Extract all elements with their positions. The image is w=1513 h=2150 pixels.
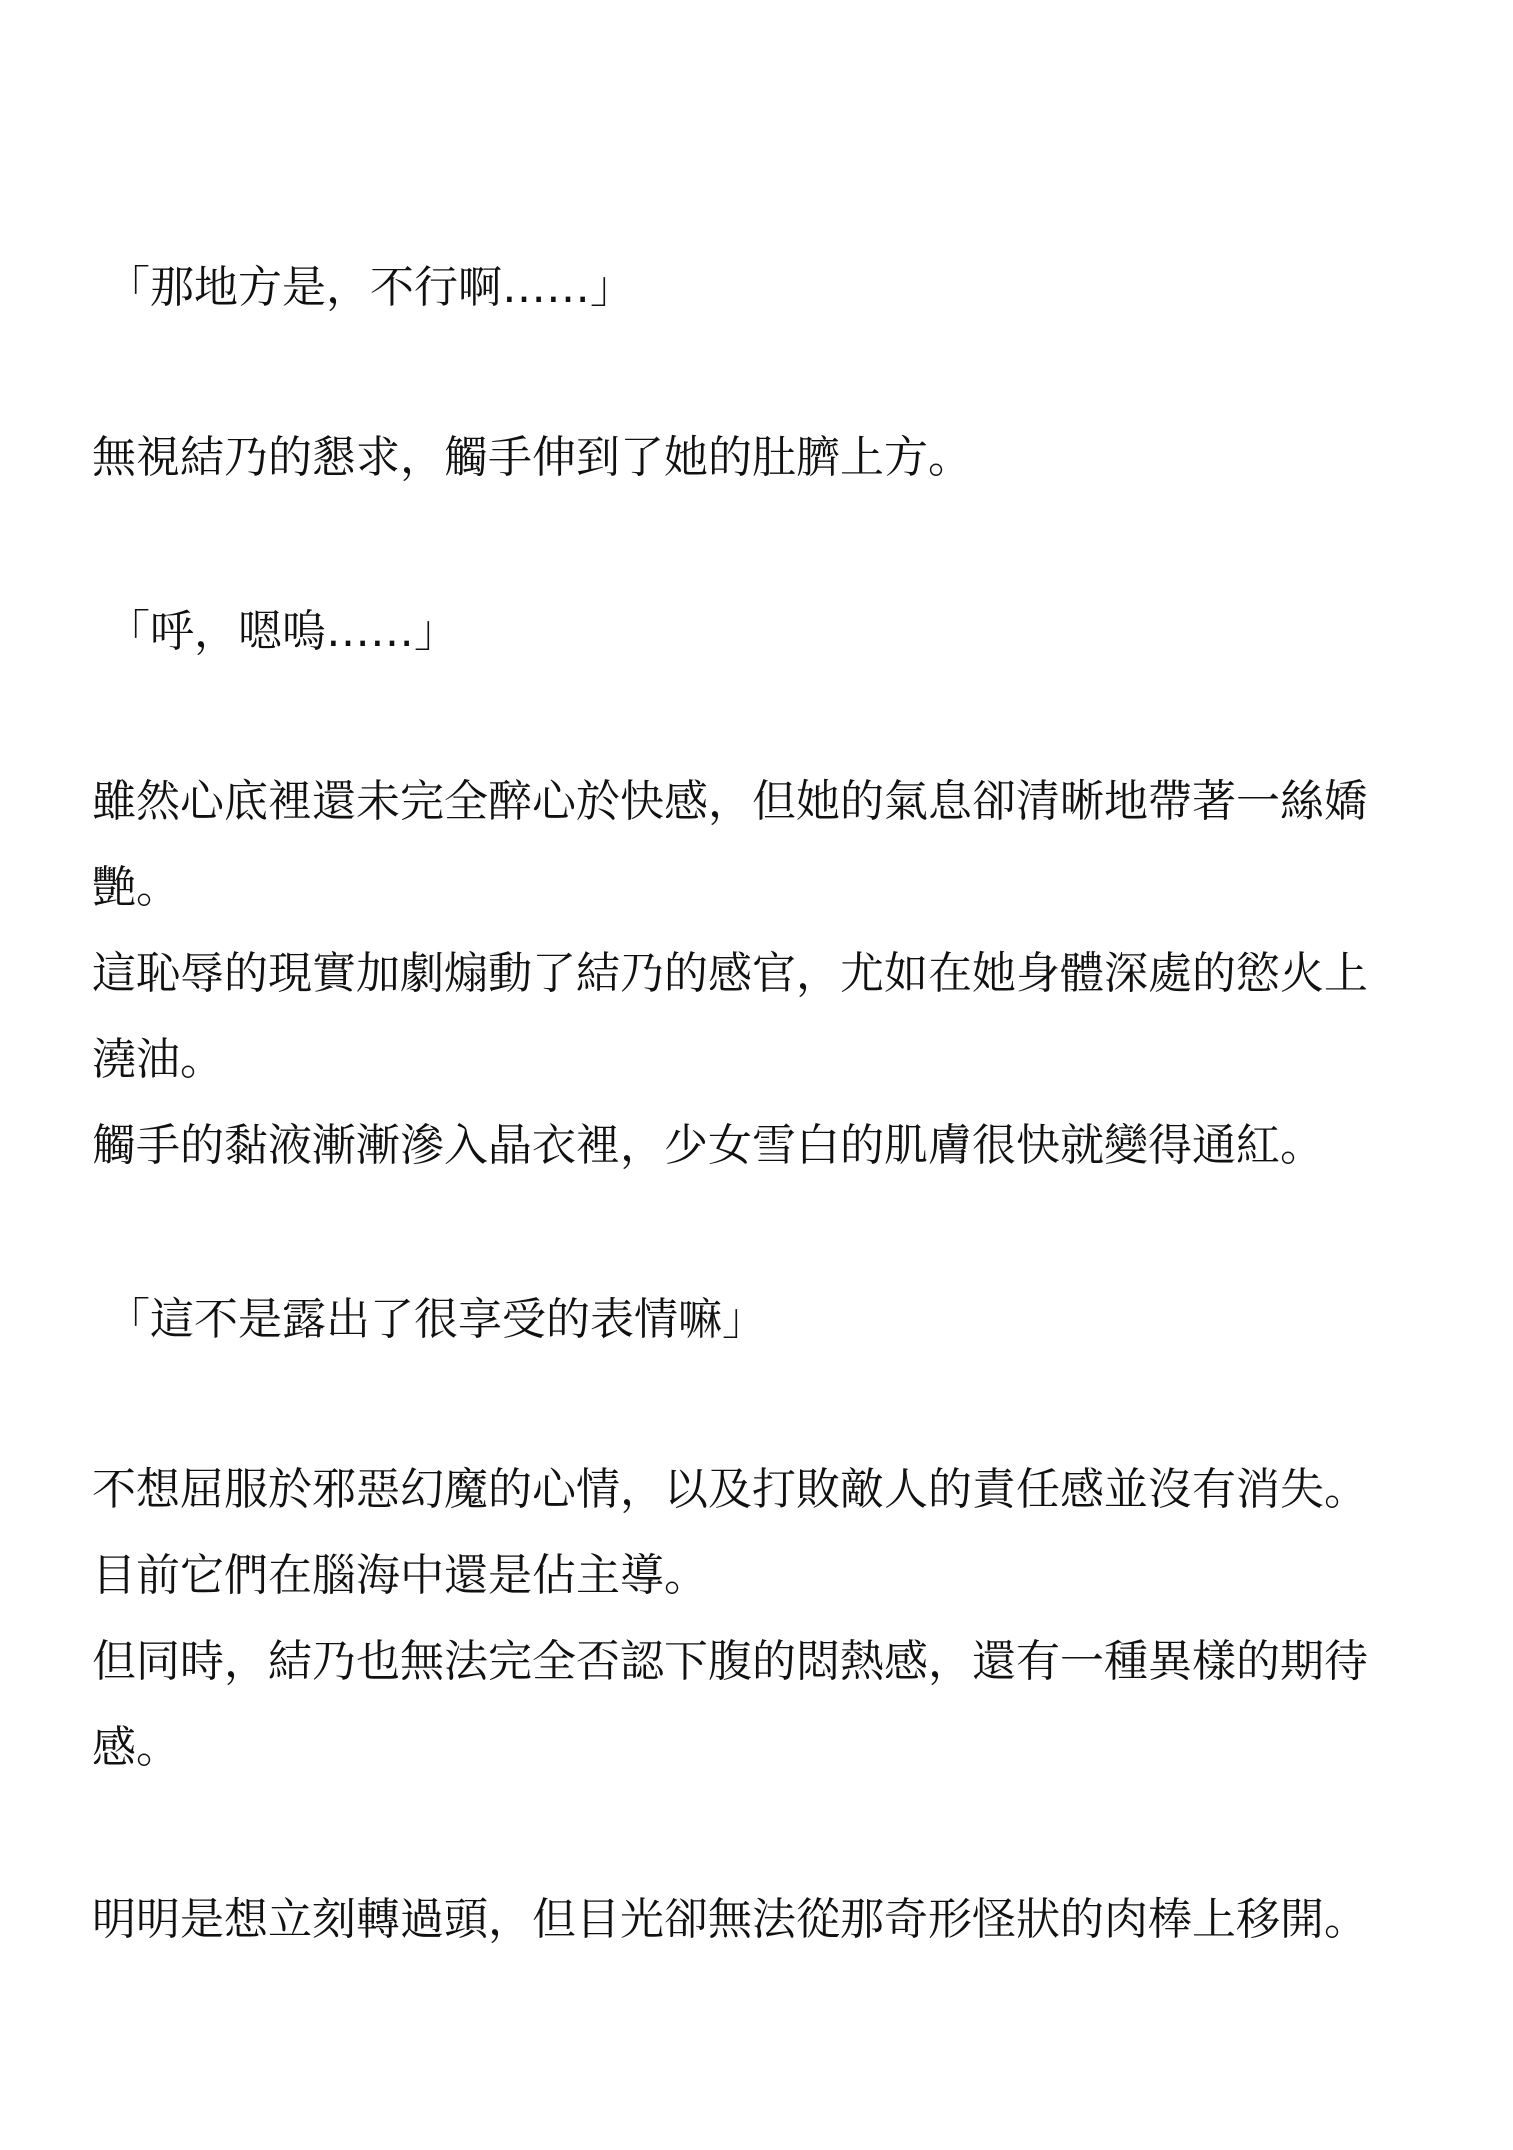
narration-line-8: 目前它們在腦海中還是佔主導。: [92, 1550, 708, 1601]
narration-line-4: 這恥辱的現實加劇煽動了結乃的感官，尤如在她身體深處的慾火上: [92, 948, 1368, 999]
narration-line-10: 感。: [92, 1722, 180, 1773]
narration-line-1: 無視結乃的懇求，觸手伸到了她的肚臍上方。: [92, 432, 972, 483]
narration-line-5: 澆油。: [92, 1034, 224, 1085]
narration-line-2: 雖然心底裡還未完全醉心於快感，但她的氣息卻清晰地帶著一絲嬌: [92, 776, 1368, 827]
narration-line-11: 明明是想立刻轉過頭，但目光卻無法從那奇形怪狀的肉棒上移開。: [92, 1894, 1368, 1945]
dialogue-line-2: 「呼，嗯嗚……」: [106, 606, 458, 657]
dialogue-line-1: 「那地方是，不行啊……」: [106, 262, 634, 313]
narration-line-3: 艷。: [92, 862, 180, 913]
dialogue-line-3: 「這不是露出了很享受的表情嘛」: [106, 1294, 766, 1345]
narration-line-9: 但同時，結乃也無法完全否認下腹的悶熱感，還有一種異樣的期待: [92, 1636, 1368, 1687]
narration-line-6: 觸手的黏液漸漸滲入晶衣裡，少女雪白的肌膚很快就變得通紅。: [92, 1120, 1324, 1171]
narration-line-7: 不想屈服於邪惡幻魔的心情，以及打敗敵人的責任感並沒有消失。: [92, 1464, 1368, 1515]
